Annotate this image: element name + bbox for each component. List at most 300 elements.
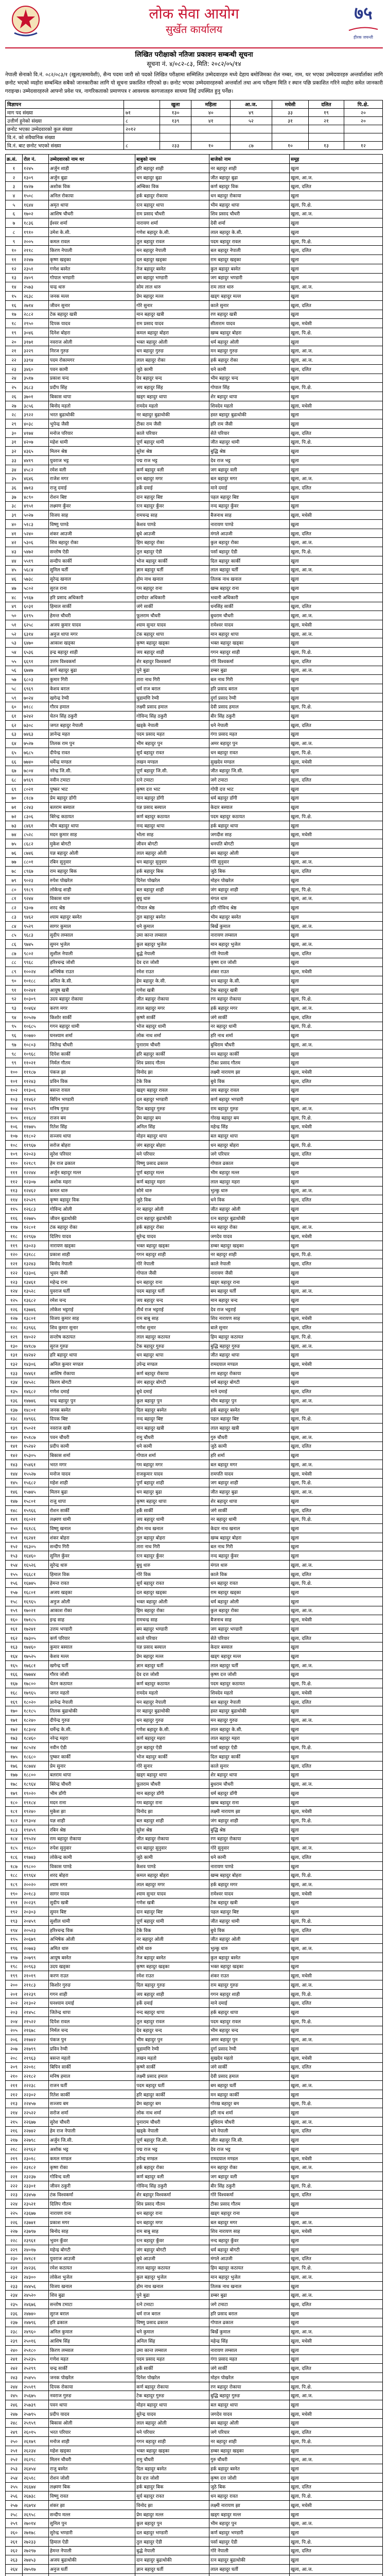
table-row	[6, 940, 383, 949]
cell-roll: १६३०५	[23, 1542, 49, 1551]
cell-name: हरिश्चन्द्र विक	[49, 1925, 135, 1935]
cell-grandfather: शिव प्रसाद चौधरी	[209, 209, 290, 218]
col-group: समूह	[290, 155, 383, 164]
cell-name: पंकज झा	[49, 1067, 135, 1077]
cell-group: खुला, मधेसी	[290, 1971, 383, 1980]
cell-grandfather: मन बहादुर रोका	[209, 2163, 290, 2172]
cell-roll: २०६७९	[23, 1935, 49, 1944]
col-father: बाबुको नाम	[135, 155, 209, 164]
cell-name: घनश्याम शर्मा	[49, 1031, 135, 1040]
cell-roll: १६७४५	[23, 1579, 49, 1588]
cell-father: पदम प्रसाद महत	[135, 2354, 209, 2364]
cell-serial: १५७	[6, 1588, 23, 1597]
cell-roll: १२४६२	[23, 1186, 49, 1195]
cell-group: खुला, आ.ज.	[290, 1880, 383, 1889]
cell-father: कमल बहादुर बोहरा	[135, 1871, 209, 1880]
cell-grandfather: देवी शर्मा	[209, 218, 290, 228]
cell-name: रितेश कार्की	[49, 2090, 135, 2099]
cell-roll: १७५२५	[23, 1652, 49, 1661]
table-row	[6, 830, 383, 839]
cell-serial: ७	[6, 218, 23, 228]
cell-name: गगन बहादुर धामी	[49, 1022, 135, 1031]
cell-name: पदम रोकामगर	[49, 355, 135, 365]
cell-serial: ५	[6, 200, 23, 209]
cell-roll: २१७९९	[23, 2044, 49, 2054]
cell-grandfather: जंग बहादुर शाही	[209, 885, 290, 894]
cell-roll: २३७४१	[23, 2217, 49, 2227]
cell-name: बलराम थापा	[49, 1770, 135, 1780]
cell-group: खुला, पि.क्षे.	[290, 437, 383, 447]
cell-father: गणेश खत्री	[135, 1898, 209, 1907]
cell-serial: २४६	[6, 2400, 23, 2410]
summary-cell: २०	[344, 117, 382, 125]
cell-grandfather: माने दमाई	[209, 1998, 290, 2008]
cell-grandfather: देवी प्रसाद हमाल	[209, 2072, 290, 2081]
cell-roll: १६९६५	[23, 1597, 49, 1606]
cell-grandfather: धने कामी	[209, 364, 290, 374]
cell-grandfather: पदम बहादुर रावल	[209, 236, 290, 246]
results-header-row	[6, 155, 383, 164]
cell-name: जितेन्द्र थापा	[49, 2008, 135, 2017]
cell-grandfather: मन बहादुर गुरुङ	[209, 346, 290, 355]
cell-grandfather: जंगे सार्की	[209, 2364, 290, 2373]
table-row	[6, 803, 383, 812]
cell-serial: २५३	[6, 2464, 23, 2473]
table-row	[6, 1633, 383, 1642]
cell-serial: २३०	[6, 2254, 23, 2263]
cell-roll: १३३०६	[23, 1268, 49, 1277]
table-row	[6, 1131, 383, 1141]
cell-roll: ७३०८	[23, 720, 49, 730]
cell-serial: १२७	[6, 1314, 23, 1323]
cell-group: खुला, पि.क्षे.	[290, 1140, 383, 1149]
cell-grandfather: दुर्गा प्रसाद रेग्मी	[209, 693, 290, 702]
cell-name: ज्ञानेन्द्र महत	[49, 730, 135, 739]
cell-serial: १६८	[6, 1688, 23, 1698]
cell-roll: ९०२३	[23, 876, 49, 885]
cell-serial: ११	[6, 255, 23, 264]
cell-grandfather: अमर बहादुर पुन	[209, 739, 290, 748]
cell-father: सोम लाल थारु	[135, 282, 209, 292]
cell-roll: १८५२४	[23, 1743, 49, 1752]
cell-group: खुला	[290, 1861, 383, 1871]
cell-roll: १५५२७	[23, 1469, 49, 1478]
cell-roll: १८८००	[23, 1770, 49, 1780]
cell-grandfather: नन्द बहादुर कुँवर	[209, 501, 290, 511]
cell-roll: ११६८४	[23, 1113, 49, 1122]
cell-roll: १७७४४	[23, 1670, 49, 1679]
cell-group: खुला, आ.ज.	[290, 1004, 383, 1013]
cell-serial: २११	[6, 2080, 23, 2090]
cell-group: खुला	[290, 2108, 383, 2117]
cell-group: खुला, आ.ज.	[290, 282, 383, 292]
cell-serial: १५८	[6, 1597, 23, 1606]
anniversary-badge	[347, 3, 380, 42]
summary-cell	[191, 125, 231, 133]
cell-serial: १४०	[6, 1432, 23, 1442]
cell-father: कर्ण बहादुर महरा	[135, 1177, 209, 1186]
cell-group: खुला	[290, 2245, 383, 2254]
cell-serial: ६	[6, 209, 23, 218]
table-row	[6, 392, 383, 401]
cell-roll: १७३०५	[23, 1633, 49, 1642]
cell-father: तेज बहादुर बस्नेत	[135, 264, 209, 273]
cell-group: खुला, दलित	[290, 2364, 383, 2373]
cell-serial: १२६	[6, 1304, 23, 1314]
cell-roll: ८९६७	[23, 867, 49, 876]
cell-grandfather: जुठे बिक	[209, 867, 290, 876]
cell-group: खुला	[290, 2026, 383, 2035]
cell-father: पुने बुढा	[135, 666, 209, 675]
cell-father: बुधु थारु	[135, 1560, 209, 1569]
cell-group: खुला, पि.क्षे.	[290, 702, 383, 711]
table-row	[6, 1113, 383, 1122]
table-row	[6, 2555, 383, 2565]
cell-serial: ८०	[6, 885, 23, 894]
table-row	[6, 1423, 383, 1433]
cell-group: खुला	[290, 556, 383, 565]
cell-group: खुला, दलित	[290, 1195, 383, 1205]
cell-grandfather: भीम बहादुर पुन	[209, 1396, 290, 1405]
cell-roll: १७०२	[23, 209, 49, 218]
cell-name: तिलक बुढाथोकी	[49, 1706, 135, 1716]
cell-grandfather: गंगा प्रसाद महत	[209, 2354, 290, 2364]
cell-serial: १९८	[6, 1962, 23, 1971]
cell-father: दान बहादुर बिष्ट	[135, 1907, 209, 1917]
cell-grandfather: गोरे नेपाली	[209, 948, 290, 958]
cell-father: तारा नाथ गिरी	[135, 675, 209, 684]
cell-name: प्रदीप कामी	[49, 1442, 135, 1451]
cell-grandfather: बुद्धि श्रेष्ठ	[209, 447, 290, 456]
cell-father: धन बहादुर मगर	[135, 2217, 209, 2227]
table-row	[6, 2154, 383, 2163]
summary-col-head: महिला	[191, 100, 231, 109]
cell-roll: २०७४३	[23, 1944, 49, 1953]
cell-grandfather: जगे परियार	[209, 2428, 290, 2437]
table-row	[6, 1286, 383, 1296]
cell-father: प्रेम बहादुर बम	[135, 1113, 209, 1122]
cell-group: खुला, आ.ज.	[290, 1223, 383, 1232]
cell-group: खुला	[290, 2446, 383, 2455]
cell-group: खुला, आ.ज.	[290, 1104, 383, 1113]
cell-name: शंकर आउजी	[49, 529, 135, 538]
table-row	[6, 2172, 383, 2181]
cell-name: प्रदीप यादव	[49, 2409, 135, 2418]
cell-grandfather: धर्म बहादुर डाँगी	[209, 793, 290, 803]
cell-roll: ३१७१	[23, 337, 49, 346]
cell-group: खुला, मधेसी	[290, 1807, 383, 1816]
cell-group: खुला, दलित	[290, 1633, 383, 1642]
cell-serial: ७४	[6, 830, 23, 839]
cell-name: किरण नेपाली	[49, 246, 135, 255]
cell-group: खुला	[290, 2345, 383, 2354]
cell-group: खुला, आ.ज.	[290, 2327, 383, 2336]
table-row	[6, 1515, 383, 1524]
cell-name: गणेश दमाई	[49, 1387, 135, 1396]
cell-group: खुला	[290, 1296, 383, 1305]
summary-row-label: वि.नं. बाट छनोट भएको संख्या	[6, 142, 124, 150]
cell-group: खुला, मधेसी	[290, 1688, 383, 1698]
table-row	[6, 191, 383, 200]
cell-grandfather: पहल बहादुर बिष्ट	[209, 1907, 290, 1917]
cell-serial: १३३	[6, 1368, 23, 1378]
cell-roll: ९८०२	[23, 948, 49, 958]
cell-serial: ११२	[6, 1177, 23, 1186]
cell-roll: २००२०	[23, 1880, 49, 1889]
cell-group: खुला	[290, 976, 383, 985]
cell-name: अनुज थापा मगर	[49, 629, 135, 638]
cell-group: खुला	[290, 465, 383, 474]
cell-group: खुला, दलित	[290, 246, 383, 255]
summary-col-head: दलित	[309, 100, 344, 109]
cell-father: नन्द बहादुर थापा	[135, 2008, 209, 2017]
cell-grandfather: पदम बहादुर कठायत	[209, 812, 290, 821]
cell-name: पुष्कर कार्की	[49, 1752, 135, 1761]
cell-grandfather: डम्बर बहादुर खड्का	[209, 2446, 290, 2455]
table-row	[6, 538, 383, 547]
cell-group: खुला	[290, 1378, 383, 1387]
summary-cell	[191, 133, 231, 142]
cell-serial: ८९	[6, 967, 23, 976]
cell-father: दिल बहादुर बस्नेत	[135, 1405, 209, 1414]
cell-roll: ११०२१	[23, 1058, 49, 1067]
cell-serial: १४६	[6, 1487, 23, 1497]
cell-group: खुला	[290, 273, 383, 282]
cell-roll: १३१८८	[23, 1250, 49, 1259]
table-row	[6, 2008, 383, 2017]
col-grandfather: बाजेको नाम	[209, 155, 290, 164]
cell-father: पूर्ण बहादुर धामी	[135, 1917, 209, 1926]
cell-name: लोकेन्द्र कामी	[49, 1852, 135, 1861]
table-row	[6, 1350, 383, 1360]
col-name: उम्मेदवारको नाम थर	[49, 155, 135, 164]
cell-roll: ९६८३	[23, 930, 49, 940]
cell-serial: ८१	[6, 894, 23, 903]
cell-group: खुला	[290, 1798, 383, 1807]
cell-name: विजय खनाल	[49, 2281, 135, 2291]
cell-father: राम बाबु साह	[135, 1314, 209, 1323]
table-row	[6, 2108, 383, 2117]
cell-roll: १३०२३	[23, 1241, 49, 1250]
cell-name: प्रेम सुनार	[49, 1761, 135, 1770]
cell-group: खुला, मधेसी	[290, 1615, 383, 1624]
cell-father: रामदेव महतो	[135, 401, 209, 410]
cell-name: सुरज गुरुङ	[49, 1341, 135, 1350]
table-row	[6, 1917, 383, 1926]
cell-father: गणेश बहादुर के.सी.	[135, 228, 209, 237]
cell-serial: १६०	[6, 1615, 23, 1624]
cell-name: सन्दीप गिरी	[49, 1542, 135, 1551]
cell-roll: ५०२७	[23, 511, 49, 520]
table-row	[6, 2309, 383, 2318]
cell-roll: १२७४५	[23, 1213, 49, 1223]
cell-father: रामु चौधरी	[135, 2455, 209, 2464]
cell-group: खुला, पि.क्षे.	[290, 1022, 383, 1031]
table-row	[6, 1177, 383, 1186]
cell-serial: ४४	[6, 556, 23, 565]
cell-roll: २५२३५	[23, 2354, 49, 2364]
cell-name: विकास पाण्डे	[49, 1861, 135, 1871]
cell-name: मिलन श्रेष्ठ	[49, 447, 135, 456]
cell-group: खुला	[290, 2400, 383, 2410]
cell-grandfather: नर बहादुर शाही	[209, 1250, 290, 1259]
cell-father: केशव पाण्डे	[135, 1861, 209, 1871]
cell-grandfather: हिम बहादुर कठायत	[209, 2263, 290, 2273]
cell-group: खुला	[290, 848, 383, 857]
table-row	[6, 1241, 383, 1250]
cell-grandfather: राम लाल थारु	[209, 282, 290, 292]
cell-roll: ९३०७	[23, 903, 49, 912]
table-row	[6, 547, 383, 556]
cell-roll: १९१०	[23, 228, 49, 237]
cell-group: खुला	[290, 1304, 383, 1314]
cell-name: निर्मल गौतम	[49, 1058, 135, 1067]
cell-roll: १८७४४	[23, 1761, 49, 1770]
cell-serial: १०२	[6, 1086, 23, 1095]
cell-father: मोहन बहादुर थापा	[135, 2400, 209, 2410]
cell-serial: ३९	[6, 511, 23, 520]
cell-father: जंग बहादुर बोगटी	[135, 2245, 209, 2254]
table-row	[6, 2336, 383, 2346]
table-row	[6, 2163, 383, 2172]
table-row	[6, 675, 383, 684]
cell-grandfather: बैजनाथ साह	[209, 511, 290, 520]
cell-group: खुला	[290, 2209, 383, 2218]
cell-father: नर बहादुर ओली	[135, 1204, 209, 1213]
cell-grandfather: हरि नाथ शर्मा	[209, 2108, 290, 2117]
cell-group: खुला, आ.ज.	[290, 2035, 383, 2044]
cell-grandfather: जीत बहादुर ओली	[209, 1204, 290, 1213]
table-row	[6, 374, 383, 383]
cell-roll: ११५२९	[23, 1104, 49, 1113]
cell-roll: ६९६९	[23, 684, 49, 693]
cell-roll: २०१८३	[23, 1889, 49, 1898]
cell-father: पदम प्रसाद महत	[135, 730, 209, 739]
cell-grandfather	[209, 2573, 290, 2576]
cell-group: खुला, आ.ज.	[290, 894, 383, 903]
cell-name: आयुष बस्नेत	[49, 1953, 135, 1962]
table-row	[6, 629, 383, 638]
cell-roll: ७७४०	[23, 757, 49, 766]
summary-cell: १२	[344, 142, 382, 150]
cell-roll: २११८३	[23, 1980, 49, 1990]
cell-name: निर्मल चन्द	[49, 2026, 135, 2035]
cell-father: गणेश बहादुर के.सी.	[135, 1724, 209, 1734]
cell-grandfather: धन बहादुर के.सी.	[209, 976, 290, 985]
cell-father: बुधे दमाई	[135, 1387, 209, 1396]
cell-father: बल बहादुर शाही	[135, 1816, 209, 1825]
cell-roll: ९२४४	[23, 894, 49, 903]
cell-roll: १५८०१	[23, 1496, 49, 1505]
table-row	[6, 876, 383, 885]
cell-serial: १९३	[6, 1917, 23, 1926]
cell-grandfather: मान बहादुर भुजेल	[209, 940, 290, 949]
cell-name: मनिष हमाल	[49, 2072, 135, 2081]
cell-name: अर्जुन शाही	[49, 164, 135, 173]
table-row	[6, 1259, 383, 1268]
cell-serial: १९७	[6, 1953, 23, 1962]
cell-group: खुला, आ.ज.	[290, 940, 383, 949]
cell-serial: २६१	[6, 2537, 23, 2546]
cell-serial: १०१	[6, 1076, 23, 1086]
cell-serial: १८०	[6, 1798, 23, 1807]
cell-grandfather: जीत बहादुर ओली	[209, 1935, 290, 1944]
cell-group: खुला, मधेसी	[290, 2227, 383, 2236]
cell-roll: १३६८२	[23, 1296, 49, 1305]
cell-group: खुला	[290, 1770, 383, 1780]
cell-roll: २२१८२	[23, 2072, 49, 2081]
cell-serial: १६६	[6, 1670, 23, 1679]
cell-serial: १२८	[6, 1323, 23, 1332]
cell-father: ज्ञान बहादुर घर्ती	[135, 565, 209, 574]
cell-name: गोपाल भण्डारी	[49, 273, 135, 282]
cell-group: खुला	[290, 374, 383, 383]
cell-roll: २६१७९	[23, 2436, 49, 2446]
cell-father: दान बहादुर बिष्ट	[135, 492, 209, 501]
cell-father: भोला साह	[135, 830, 209, 839]
cell-roll: १११८७	[23, 1067, 49, 1077]
cell-grandfather: जीत बहादुर धामी	[209, 437, 290, 447]
cell-serial: ७८	[6, 867, 23, 876]
cell-name: बिनोद नेपाली	[49, 1259, 135, 1268]
cell-serial: २१८	[6, 2144, 23, 2154]
cell-father: तुल बहादुर रावल	[135, 236, 209, 246]
cell-grandfather: गुरु चौधरी	[209, 1432, 290, 1442]
cell-father: कृष्णे सार्की	[135, 2062, 209, 2072]
table-row	[6, 2482, 383, 2492]
cell-father: रत्न बहादुर कुँवर	[135, 501, 209, 511]
cell-group: खुला, दलित	[290, 656, 383, 666]
cell-group: खुला	[290, 447, 383, 456]
cell-name: टेक बहादुर खत्री	[49, 310, 135, 319]
cell-roll: २२७९८	[23, 2136, 49, 2145]
cell-serial: १४१	[6, 1442, 23, 1451]
cell-group: खुला	[290, 1095, 383, 1104]
cell-name: राजु थापा	[49, 1496, 135, 1505]
table-row	[6, 948, 383, 958]
cell-roll: १५३०५	[23, 1451, 49, 1460]
table-row	[6, 1624, 383, 1634]
cell-name: शिव बुढा	[49, 2291, 135, 2300]
cell-father: भोज बहादुर कार्की	[135, 556, 209, 565]
cell-father: उपेन्द्र मण्डल	[135, 2154, 209, 2163]
cell-grandfather: नारायण जैसी	[209, 1268, 290, 1277]
table-row	[6, 592, 383, 602]
cell-roll: ६२५८	[23, 620, 49, 629]
cell-father: धन बहादुर बुढा	[135, 173, 209, 182]
cell-roll: २३०१८	[23, 2154, 49, 2163]
cell-group: खुला, आ.ज.	[290, 209, 383, 218]
cell-father: भक्त बहादुर ओली	[135, 337, 209, 346]
cell-grandfather: बल बहादुर नेपाली	[209, 1697, 290, 1706]
cell-name: मिलन बुढा	[49, 1487, 135, 1497]
table-row	[6, 264, 383, 273]
cell-grandfather: मान बहादुर थापा	[209, 629, 290, 638]
cell-father: उमा कान्त लम्साल	[135, 2345, 209, 2354]
cell-serial: २३३	[6, 2281, 23, 2291]
cell-name: अमित थारु	[49, 1944, 135, 1953]
table-row	[6, 903, 383, 912]
cell-group: खुला	[290, 1834, 383, 1843]
cell-serial: ६६	[6, 757, 23, 766]
cell-serial: १९९	[6, 1971, 23, 1980]
cell-roll: १००२४	[23, 967, 49, 976]
table-row	[6, 2492, 383, 2501]
cell-roll: १०७४०	[23, 1031, 49, 1040]
cell-roll: ७९६९	[23, 775, 49, 785]
cell-serial: १५४	[6, 1560, 23, 1569]
cell-serial: २३७	[6, 2318, 23, 2327]
